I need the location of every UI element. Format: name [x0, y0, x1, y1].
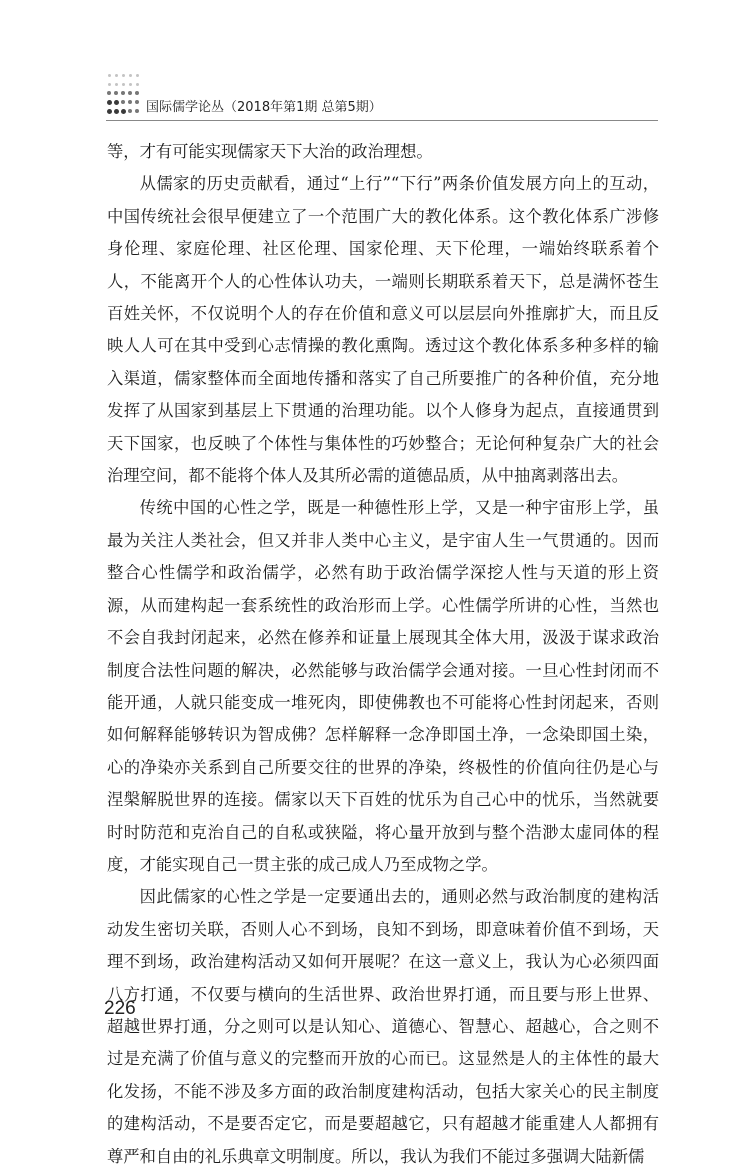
journal-title: 国际儒学论丛（2018年第1期 总第5期）	[146, 100, 382, 115]
paragraph: 因此儒家的心性之学是一定要通出去的，通则必然与政治制度的建构活动发生密切关联，否则人心不到场，良知不到场，即意味着价值不到场，天理不到场，政治建构活动又如何开展呢？在这一意义上，我认为心必须四面八方打通，不仅要与横向的生活世界、政治世界打通，而且要与形上世界、超越世界打通，分之则可以是认知心、道德心、智慧心、超越心，合之则不过是充满了价值与意义的完整而开放的心而已。这显然是人的主体性的最大化发扬，不能不涉及多方面的政治制度建构活动，包括大家关心的民主制度的建构活动，不是要否定它，而是要超越它，只有超越才能重建人人都拥有尊严和自由的礼乐典章文明制度。所以，我认为我们不能过多强调大陆新儒	[107, 887, 659, 1166]
body-text	[107, 136, 659, 1173]
running-header	[106, 72, 666, 128]
paragraph: 从儒家的历史贡献看，通过“上行”“下行”两条价值发展方向上的互动，中国传统社会很早便建立了一个范围广大的教化体系。这个教化体系广涉修身伦理、家庭伦理、社区伦理、国家伦理、天下伦理，一端始终联系着个人，不能离开个人的心性体认功夫，一端则长期联系着天下，总是满怀苍生百姓关怀，不仅说明个人的存在价值和意义可以层层向外推廓扩大，而且反映人人可在其中受到心志情操的教化熏陶。透过这个教化体系多种多样的输入渠道，儒家整体而全面地传播和落实了自己所要推广的各种价值，充分地发挥了从国家到基层上下贯通的治理功能。以个人修身为起点，直接通贯到天下国家，也反映了个体性与集体性的巧妙整合；无论何种复杂广大的社会治理空间，都不能将个体人及其所必需的道德品质，从中抽离剥落出去。	[107, 174, 659, 486]
header-divider	[106, 120, 658, 121]
dot-grid-icon	[106, 72, 140, 116]
page-number: 226	[104, 998, 136, 1019]
paragraph: 传统中国的心性之学，既是一种德性形上学，又是一种宇宙形上学，虽最为关注人类社会，但又并非人类中心主义，是宇宙人生一气贯通的。因而整合心性儒学和政治儒学，必然有助于政治儒学深挖人性与天道的形上资源，从而建构起一套系统性的政治形而上学。心性儒学所讲的心性，当然也不会自我封闭起来，必然在修养和证量上展现其全体大用，汲汲于谋求政治制度合法性问题的解决，必然能够与政治儒学会通对接。一旦心性封闭而不能开通，人就只能变成一堆死肉，即使佛教也不可能将心性封闭起来，否则如何解释能够转识为智成佛？怎样解释一念净即国土净，一念染即国土染，心的净染亦关系到自己所要交往的世界的净染，终极性的价值向往仍是心与涅槃解脱世界的连接。儒家以天下百姓的忧乐为自己心中的忧乐，当然就要时时防范和克治自己的自私或狭隘，将心量开放到与整个浩渺太虚同体的程度，才能实现自己一贯主张的成己成人乃至成物之学。	[107, 498, 659, 874]
paragraph: 等，才有可能实现儒家天下大治的政治理想。	[107, 142, 433, 161]
